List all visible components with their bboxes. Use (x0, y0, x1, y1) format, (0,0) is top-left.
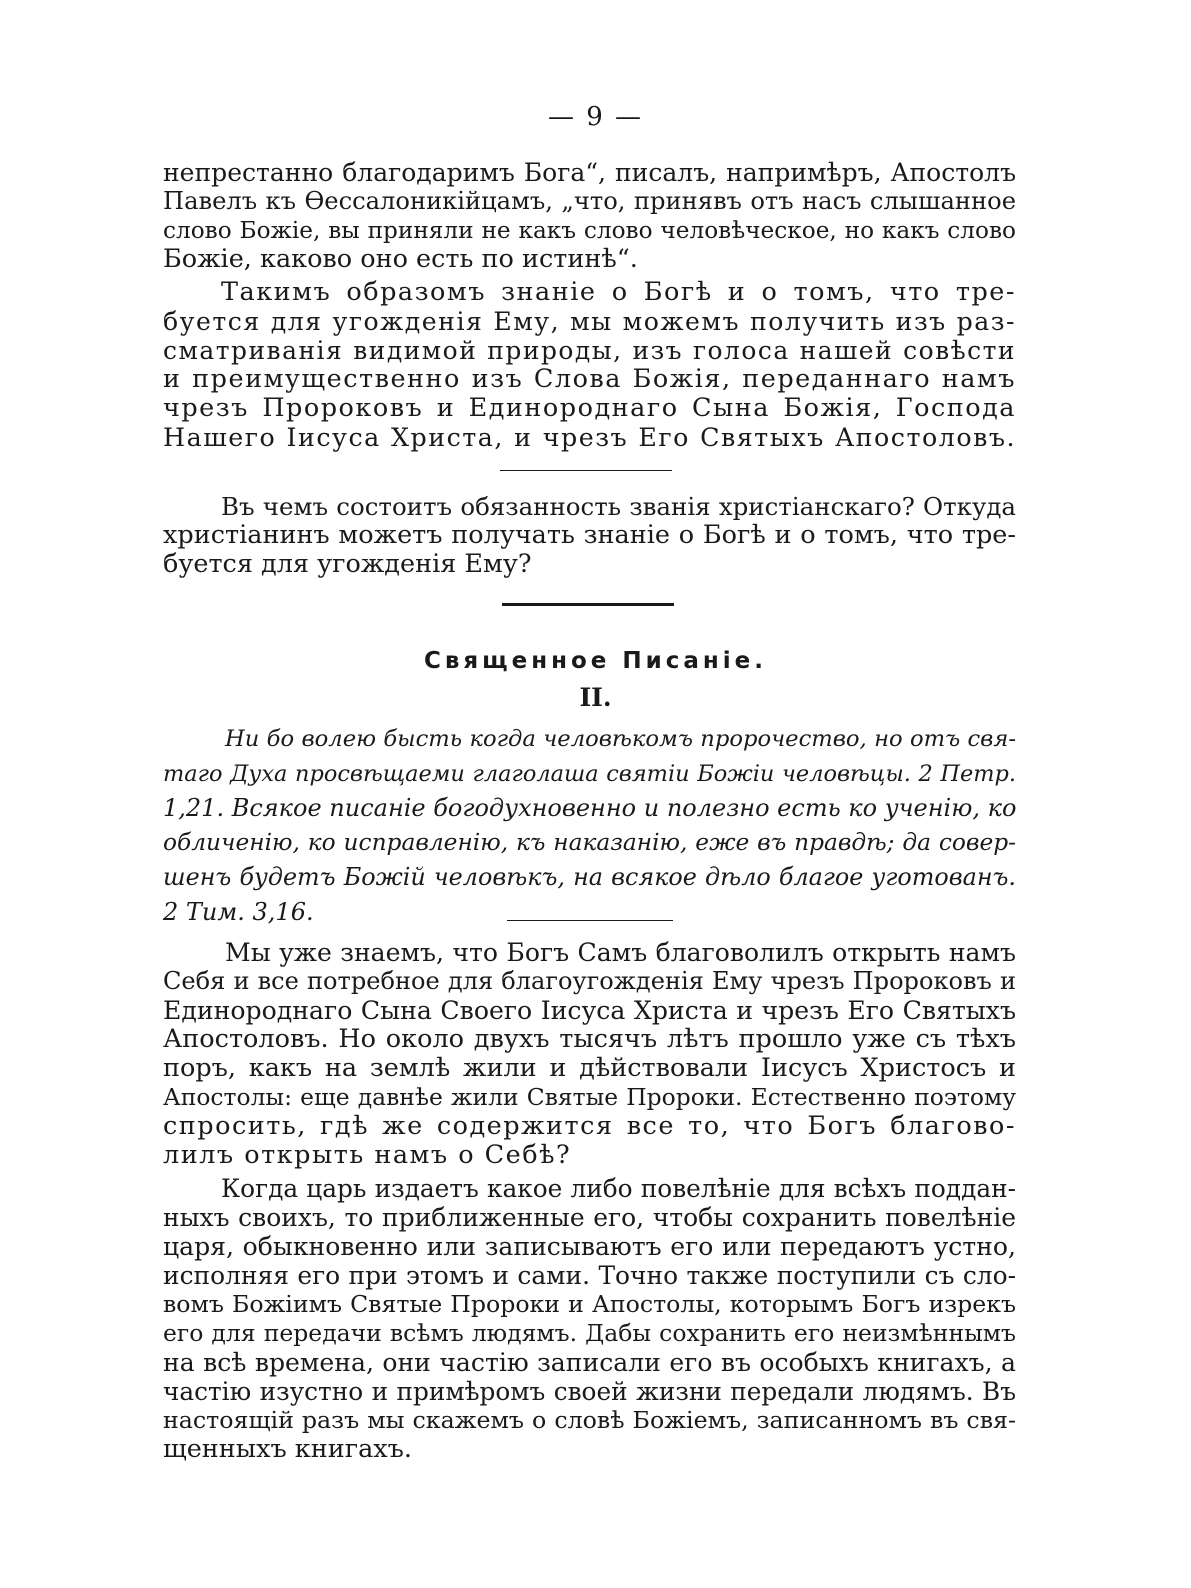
text-line: Мы уже знаемъ, что Богъ Самъ благоволилъ открыть намъ (225, 938, 1016, 967)
paragraph-scripture (163, 1174, 1016, 1464)
text-line: христіанинъ можетъ получать знаніе о Богѣ и о томъ, что тре- (163, 520, 1016, 550)
review-questions (163, 492, 1016, 579)
text-line: Павелъ къ Ѳессалоникійцамъ, „что, принявъ отъ насъ слышанное (163, 187, 1016, 215)
text-line: Божіе, каково оно есть по истинѣ“. (163, 244, 638, 274)
text-line: на всѣ времена, они частію записали его въ особыхъ книгахъ, а (163, 1348, 1016, 1377)
text-line: Ни бо волею бысть когда человѣкомъ пророчество, но отъ свя- (225, 726, 1016, 752)
text-line: 2 Тим. 3,16. (163, 897, 314, 926)
text-line: его для передачи всѣмъ людямъ. Дабы сохранить его неизмѣннымъ (163, 1319, 1016, 1347)
text-line: шенъ будетъ Божій человѣкъ, на всякое дѣло благое уготованъ. (163, 863, 1016, 891)
text-line: царя, обыкновенно или записываютъ его или передаютъ устно, (163, 1232, 1016, 1261)
text-line: сматриванія видимой природы, изъ голоса нашей совѣсти (163, 336, 1016, 365)
text-line: слово Божіе, вы приняли не какъ слово человѣческое, но какъ слово (163, 217, 1016, 244)
text-line: частію изустно и примѣромъ своей жизни передали людямъ. Въ (163, 1377, 1016, 1406)
text-line: Нашего Іисуса Христа, и чрезъ Его Святыхъ Апостоловъ. (163, 422, 1016, 452)
epigraph (163, 722, 1016, 929)
text-line: Единороднаго Сына Своего Іисуса Христа и чрезъ Его Святыхъ (163, 996, 1016, 1025)
text-line: и преимущественно изъ Слова Божія, переданнаго намъ (163, 364, 1016, 394)
text-line: буется для угожденія Ему? (163, 549, 532, 579)
text-line: Когда царь издаетъ какое либо повелѣніе для всѣхъ поддан- (221, 1174, 1016, 1203)
text-line: Въ чемъ состоитъ обязанность званія христіанскаго? Откуда (221, 492, 1016, 521)
section-divider (507, 920, 673, 921)
section-title: Священное Писаніе. (423, 648, 768, 674)
page-number: — 9 — (547, 102, 644, 132)
text-line: непрестанно благодаримъ Бога“, писалъ, напримѣръ, Апостолъ (163, 158, 1016, 187)
text-line: щенныхъ книгахъ. (163, 1434, 412, 1464)
text-line: поръ, какъ на землѣ жили и дѣйствовали Іисусъ Христосъ и (163, 1053, 1016, 1083)
text-line: буется для угожденія Ему, мы можемъ получить изъ раз- (163, 307, 1016, 336)
text-line: настоящій разъ мы скажемъ о словѣ Божіемъ, записанномъ въ свя- (163, 1406, 1016, 1434)
text-line: спросить, гдѣ же содержится все то, что Богъ благово- (163, 1111, 1016, 1141)
paragraph-summary (163, 278, 1016, 452)
text-line: Себя и все потребное для благоугожденія Ему чрезъ Пророковъ и (163, 967, 1016, 995)
text-line: Апостолы: еще давнѣе жили Святые Пророки. Естественно поэтому (163, 1083, 1016, 1111)
text-line: вомъ Божіимъ Святые Пророки и Апостолы, которымъ Богъ изрекъ (163, 1290, 1016, 1318)
text-line: лилъ открыть намъ о Себѣ? (163, 1140, 572, 1170)
text-line: 1,21. Всякое писаніе богодухновенно и полезно есть ко ученію, ко (163, 794, 1017, 822)
text-line: чрезъ Пророковъ и Единороднаго Сына Божія, Господа (163, 393, 1016, 423)
paragraph-intro (163, 938, 1016, 1170)
text-line: ныхъ своихъ, то приближенные его, чтобы сохранить повелѣніе (163, 1203, 1016, 1232)
paragraph-continuation (163, 158, 1016, 274)
text-line: таго Духа просвѣщаеми глаголаша святіи Божіи человѣцы. 2 Петр. (163, 760, 1016, 787)
section-divider (500, 470, 672, 471)
text-line: исполняя его при этомъ и сами. Точно также поступили съ сло- (163, 1261, 1016, 1290)
text-line: Апостоловъ. Но около двухъ тысячъ лѣтъ прошло уже съ тѣхъ (163, 1024, 1016, 1054)
text-line: Такимъ образомъ знаніе о Богѣ и о томъ, что тре- (221, 277, 1016, 307)
chapter-divider (502, 603, 674, 606)
section-number: II. (579, 683, 612, 712)
text-line: обличенію, ко исправленію, къ наказанію, еже въ правдѣ; да совер- (163, 828, 1016, 856)
